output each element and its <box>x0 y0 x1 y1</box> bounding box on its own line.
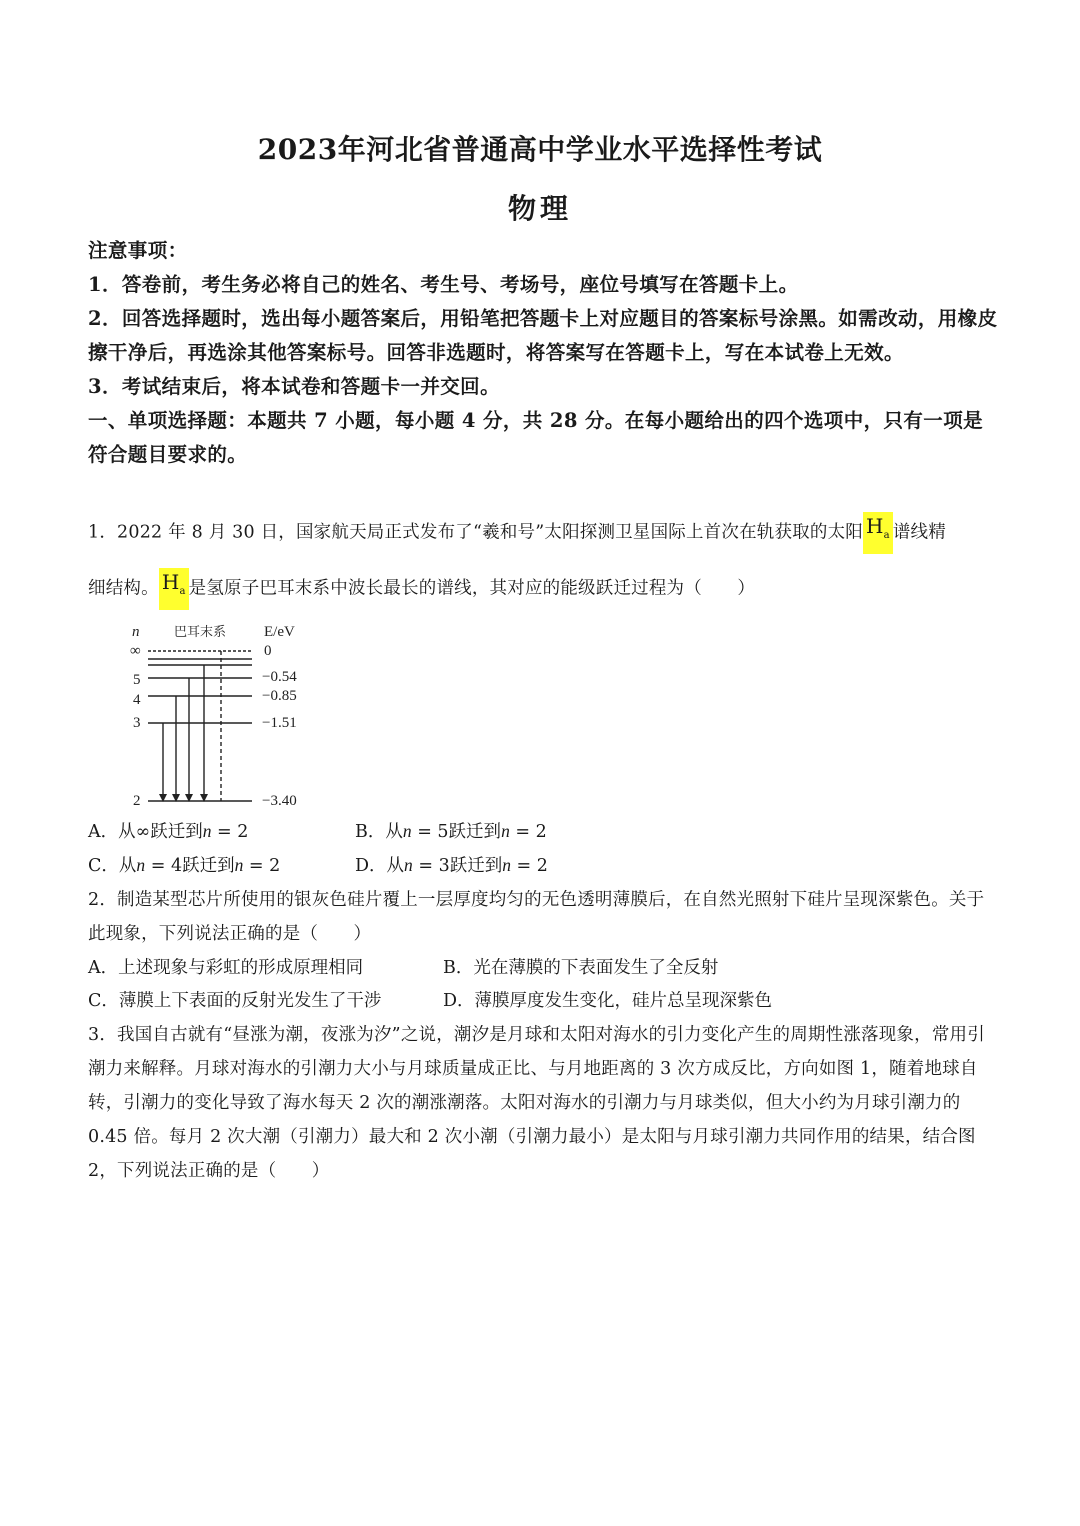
exam-title: 2023年河北省普通高中学业水平选择性考试 <box>257 133 823 166</box>
q2-option-b: B．光在薄膜的下表面发生了全反射 <box>443 958 719 978</box>
option-d-text: 3跃迁到 <box>438 856 503 876</box>
q1-options-row-2 <box>88 852 548 879</box>
q1-line-1 <box>88 512 1000 554</box>
option-a: A．从∞跃迁到n = 2 <box>88 821 249 842</box>
h-subscript: a <box>883 530 890 541</box>
h-symbol: H <box>865 514 884 538</box>
option-c-text: C．从 <box>88 856 137 876</box>
energy-level-diagram <box>118 618 328 813</box>
instruction-item: 2．回答选择题时，选出每小题答案后，用铅笔把答题卡上对应题目的答案标号涂黑。如需改动，用橡皮擦干净后，再选涂其他答案标号。回答非选题时，将答案写在答题卡上，写在本试卷上无效。 <box>88 307 998 364</box>
level-energy-label: −0.85 <box>262 688 297 704</box>
q2 <box>88 883 1000 951</box>
option-c-text: 4跃迁到 <box>170 856 235 876</box>
option-d: D．从n = 3跃迁到n = 2 <box>355 855 548 876</box>
option-eq: = <box>411 822 438 842</box>
diagram-e-label: E/eV <box>264 624 295 640</box>
option-d-text: D．从 <box>355 856 405 876</box>
level-n-label: 4 <box>133 692 141 708</box>
exam-subject: 物理 <box>507 192 572 225</box>
level-n-label: 3 <box>133 715 141 731</box>
q3 <box>88 1018 1000 1188</box>
option-eq: = 2 <box>510 856 548 876</box>
q1-text: 1．2022 年 8 月 30 日，国家航天局正式发布了“羲和号”太阳探测卫星国际上首次在轨获取的太阳 <box>88 522 863 543</box>
level-energy-label: −1.51 <box>262 715 297 731</box>
level-energy-label: −0.54 <box>262 669 297 685</box>
option-c: C．从n = 4跃迁到n = 2 <box>88 855 281 876</box>
option-eq: = 2 <box>243 856 281 876</box>
instructions-heading: 注意事项： <box>88 239 188 262</box>
instruction-item: 1．答卷前，考生务必将自己的姓名、考生号、考场号，座位号填写在答题卡上。 <box>88 273 799 296</box>
option-eq: = <box>145 856 171 876</box>
q1-text: 细结构。 <box>88 578 159 599</box>
option-b: B．从n = 5跃迁到n = 2 <box>355 821 547 842</box>
option-a-text: A．从∞跃迁到 <box>88 822 203 842</box>
q2-stem: 2．制造某型芯片所使用的银灰色硅片覆上一层厚度均匀的无色透明薄膜后，在自然光照射下硅片呈现深紫色。关于此现象，下列说法正确的是（ ） <box>88 890 985 944</box>
q1-line-2 <box>88 568 1000 610</box>
h-alpha-symbol <box>863 512 893 554</box>
level-n-label: ∞ <box>130 643 141 659</box>
q3-stem: 3．我国自古就有“昼涨为潮，夜涨为汐”之说，潮汐是月球和太阳对海水的引力变化产生的周期性涨落现象，常用引潮力来解释。月球对海水的引潮力大小与月球质量成正比、与月地距离的 3 次方成反比，方向如图 1，随着地球自转，引潮力的变化导致了海水每天 2 次的潮涨潮落。太阳对海水的引潮力与月球类似，但大小约为月球引潮力的 0.45 倍。每月 2 次大潮（引潮力）最大和 2 次小潮（引潮力最小）是太阳与月球引潮力共同作用的结果，结合图 2，下列说法正确的是（ ） <box>88 1025 985 1181</box>
level-n-label: 2 <box>133 793 141 809</box>
h-alpha-symbol <box>159 568 189 610</box>
level-energy-label: −3.40 <box>262 793 297 809</box>
option-eq: = 2 <box>509 822 547 842</box>
section-heading: 一、单项选择题：本题共 7 小题，每小题 4 分，共 28 分。在每小题给出的四个选项中，只有一项是符合题目要求的。 <box>88 409 984 466</box>
option-b-text: 5跃迁到 <box>437 822 502 842</box>
instruction-item: 3．考试结束后，将本试卷和答题卡一并交回。 <box>88 375 500 398</box>
q2-options-row-2 <box>88 988 773 1014</box>
option-b-text: B．从 <box>355 822 403 842</box>
diagram-series-label: 巴耳末系 <box>174 624 227 639</box>
h-symbol: H <box>161 570 180 594</box>
q2-option-a: A．上述现象与彩虹的形成原理相同 <box>88 958 364 978</box>
instructions <box>88 234 998 472</box>
option-eq: = 2 <box>211 822 249 842</box>
h-subscript: a <box>179 586 186 597</box>
q1-text: 谱线精 <box>892 522 946 543</box>
option-eq: = <box>412 856 439 876</box>
q1-text: 是氢原子巴耳末系中波长最长的谱线，其对应的能级跃迁过程为（ ） <box>188 578 756 599</box>
diagram-n-label: n <box>132 624 140 640</box>
q2-option-d: D．薄膜厚度发生变化，硅片总呈现深紫色 <box>443 991 773 1011</box>
level-energy-label: 0 <box>264 643 272 659</box>
q2-options-row-1 <box>88 955 719 981</box>
q1-options-row-1 <box>88 818 547 845</box>
level-n-label: 5 <box>133 672 141 688</box>
q2-option-c: C．薄膜上下表面的反射光发生了干涉 <box>88 991 382 1011</box>
